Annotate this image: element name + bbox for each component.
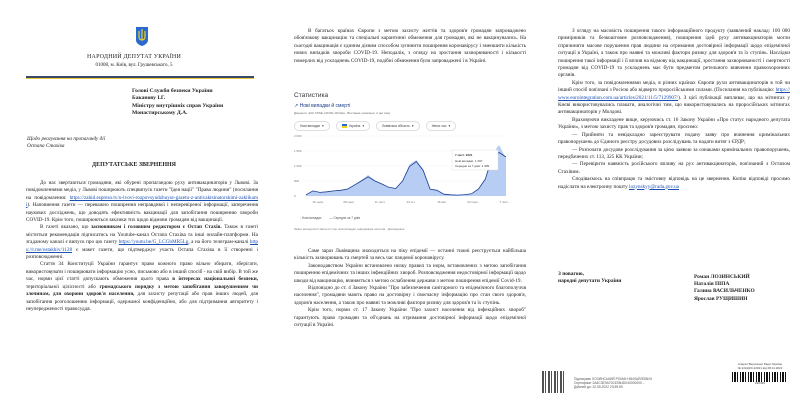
tooltip-text: Нові випадки: 1 297 bbox=[455, 159, 483, 163]
page-3-body bbox=[558, 28, 790, 191]
page-2 bbox=[268, 0, 536, 406]
x-tick-label: 16 черв. bbox=[312, 200, 324, 204]
paragraph: Відповідно до ст. 4 Закону України "Про забезпечення санітарного та епідемічного благополуччя населення", громадяни мають право на достовірну і своєчасну інформацію про стан свого здоров'я, здоров'я населення, а також про наявні та можливі фактори ризику для здоров'я та їх ступінь. bbox=[294, 285, 526, 306]
letterhead-title: НАРОДНИЙ ДЕПУТАТ УКРАЇНИ bbox=[87, 54, 181, 60]
paragraph: Саме зараз Львівщина знаходиться на піку епідемії — останні тижні реєструється найбільша кількість захворювань та смертей за весь час пандемії коронавірусу. bbox=[294, 248, 526, 262]
letterhead-divider bbox=[26, 76, 254, 79]
chevron-down-icon: ▾ bbox=[362, 124, 364, 128]
paragraph: В багатьох країнах Європи з метою захисту життів та здоров'я громадян запроваджено обов'язкову вакцинацію та спеціальні карантинні обмеження для громадян, які не вакцинувались. На сьогодні вакцинація є єдиним дієвим способом зупинити поширення коронавірусу і зменшити кількість нових випадків хвороби COVID-19. Неподалік, з огляду на зростання захворюваності і кількості померлих від ускладнень COVID-19, подібні обмеження були запроваджені і в Україні. bbox=[294, 28, 526, 64]
request-item: — Прийняти та невідкладно зареєструвати подану заяву про вчинення кримінальних правопорушень до Єдиного реєстру досудових розслідувань та надати витяг з ЄРДР; bbox=[558, 131, 790, 146]
legend-item-average: — Середнє за 7 днів bbox=[329, 216, 360, 220]
stats-source: Джерело: JHU CSSE COVID-19 Data · Востаннє оновлено: 2 дні тому bbox=[294, 111, 391, 115]
signatory: Ярослав РУЩИШИН bbox=[694, 295, 748, 302]
addressee-line: Голові Служби безпеки України bbox=[132, 88, 213, 94]
ukraine-flag-icon bbox=[342, 124, 347, 128]
paragraph: Законодавством України встановлено низку правил та норм, встановлених з метою запобігання поширенню епідемічних та інших інфекційних хвороб. Розповсюдження недостовірної інформації щодо шкоди від вакцинацію, вчиняється з метою ослаблення держави з метою поширення епідемії Covid-19. bbox=[294, 262, 526, 284]
tooltip-text: 7 лист. 2021 bbox=[455, 153, 473, 157]
chevron-down-icon: ▾ bbox=[411, 124, 414, 128]
paragraph: Крім того, норми ст. 17 Закону України "Про захист населення від інфекційних хвороб" гарантують право громадян та об'єднань на отримання достовірної інформації щодо епідемічної ситуації в Україні. bbox=[294, 307, 526, 329]
y-tick-label: 1 500 bbox=[294, 149, 302, 153]
closing-line: народні депутати України bbox=[558, 278, 622, 285]
subject-text: Щодо реагування на пропаганду дії bbox=[27, 136, 106, 142]
stats-subtitle: ↗ Нові випадки й смерті bbox=[294, 103, 351, 109]
addressee-line: Міністру внутрішніх справ України bbox=[132, 102, 224, 109]
trident-emblem-icon bbox=[135, 26, 149, 46]
email-link[interactable]: lozynskyy@rada.gov.ua bbox=[629, 183, 679, 190]
esign-line: Сертифікат 2A6C3E9A7D1E0B4D040000000... bbox=[574, 381, 645, 386]
x-tick-label: 7 лист. bbox=[499, 200, 509, 204]
stats-title: Статистика bbox=[294, 92, 329, 99]
methodology-note: Зміни методології звітності про нові випадки, інформація неточна · Докладніше bbox=[294, 227, 405, 231]
page-1 bbox=[0, 0, 268, 406]
page-2-body bbox=[294, 248, 526, 329]
trend-icon: ↗ bbox=[294, 103, 300, 109]
paragraph: Стаття 34 Конституції України гарантує право кожного право вільно збирати, зберігати, використовувати і поширювати інформацію усно, письмово або в інший спосіб - на свій вибір. В той же час, норми цієї статті допускають обмеження цього права в інтересах національної безпеки, територіальної цілісності або громадського порядку з метою запобігання заворушенням чи злочинам, для охорони здоров'я населення, для захисту репутації або прав інших людей, для запобігання розголошенню інформації, одержаної конфіденційно, або для підтримання авторитету і неупередженості правосуддя. bbox=[26, 261, 258, 312]
stamp-code: 292495 bbox=[754, 380, 765, 385]
addressee-block bbox=[132, 88, 223, 118]
paragraph: До нас звертаються громадяни, які обурені пропагандою руху антивакцинаторів у Львові. За повідомленнями медіа, у Львові поширюють спецвипуск газети "Ідея нації" "Права людини" (посилання на повідомлення: https://zahid.espreso.tv/u-lvovi-rozpovsyudzhuyut-gazetu-z-antivaktsinatorskimi-zaklikami). Наповнення газети — переважно поширення неправдивої і неперевіреної інформації, заперечення наукових досліджень, що доводять ефективність вакцинації для запобігання поширенню хвороби COVID-19. Крім того, поширюються заклики тих щодо відмови громадян від вакцинації. bbox=[26, 180, 258, 224]
y-tick-label: 2 000 bbox=[294, 134, 302, 138]
document-title: ДЕПУТАТСЬКЕ ЗВЕРНЕННЯ bbox=[91, 162, 177, 168]
esign-line: Підписувач ЛОЗИНСЬКИЙ РОМАН МИХАЙЛОВИЧ bbox=[574, 377, 652, 381]
chevron-down-icon: ▾ bbox=[448, 124, 451, 128]
paragraph: Враховуючи викладене вище, керуючись ст. 16 Закону України «Про статус народного депутата України», з метою захисту прав та здоров'я громадян, просимо: bbox=[558, 116, 790, 131]
y-tick-label: 0 bbox=[294, 194, 296, 198]
eurointegration-link[interactable]: https://www.eurointegration.com.ua/articles/2021/11/5/7129907/ bbox=[558, 87, 790, 101]
esign-line: Дійсний до: 22.05.2022 23:59:59 bbox=[574, 385, 623, 390]
closing bbox=[558, 271, 621, 285]
signatory: Галина ВАСИЛЬЧЕНКО bbox=[694, 288, 755, 295]
stamp-number: № 222д9/0-12921 від 08.11.2021 bbox=[737, 365, 783, 370]
filter-bar bbox=[294, 121, 456, 131]
telegram-link[interactable]: https://t.me/ostakhiv/1128 bbox=[26, 239, 258, 253]
registration-stamp bbox=[720, 363, 800, 385]
addressee-line: Монастирському Д.А. bbox=[132, 110, 188, 117]
page-3 bbox=[536, 0, 800, 406]
x-tick-label: 23 січ. bbox=[406, 200, 416, 204]
request-item: — Розпочати досудове розслідування за цією заявою за ознаками кримінальних правопорушень, передбачених ст. 113, 325 КК України; bbox=[558, 146, 790, 160]
youtube-link[interactable]: https://youtu.be/G_LCGbMR5Lg bbox=[118, 239, 189, 246]
cases-chart bbox=[292, 132, 510, 212]
paragraph: Сподіваємось на співпрацю та змістовну відповідь на це звернення. Копію відповіді просимо надіслати на електронну пошту lozynskyy@rada.gov.ua bbox=[558, 176, 790, 190]
subject-text: Остапа Стахіва bbox=[27, 143, 65, 149]
x-tick-label: 16 квіт. bbox=[437, 200, 447, 204]
page-2-intro bbox=[294, 28, 526, 65]
news-link[interactable]: https://zahid.espreso.tv/u-lvovi-rozpovsyudzhuyut-gazetu-z-antivaktsinatorskimi-zaklikami bbox=[26, 194, 258, 209]
request-item: — Перевірити наявність російського впливу на рух антивакцинаторів, пов'язаний з Остапом Стахівим. bbox=[558, 161, 790, 175]
paragraph: Крім того, за повідомленнями медіа, в різних країнах Європи рухи антивакцинаторів в той чи інший спосіб пов'язані з Росією або відверто проросійськими силами. (Посилання на публікацію: https://www.eurointegration.com.ua/articles/2021/11/5/7129907/). З цієї публікації випливає, що на мітингах у Києві використовувались плакати, аналогічні тим, що використовувались на проросійських мітингах антивакцинаторів у Молдові. bbox=[558, 79, 790, 116]
y-tick-label: 500 bbox=[294, 179, 300, 183]
legend-item-cases: ▪ Нові випадки bbox=[300, 216, 322, 220]
paragraph: В газеті вказано, що засновником і головним редактором є Остап Стахів. Також в газеті міститься рекомендація підписатись на Youtube-канал Остапа Стахіва та інші онлайн-платформи. На згаданому каналі є випуск про цю газету https://youtu.be/G_LCGbMR5Lg, а на його телеграм-каналі https://t.me/ostakhiv/1128 є макет газети, що підтверджує участь Остапа Стахіва в її створенні і розповсюдженні. bbox=[26, 224, 258, 261]
closing-line: З повагою, bbox=[558, 271, 584, 277]
chart-legend bbox=[300, 216, 360, 220]
stamp-title: Апарат Верховної Ради України bbox=[737, 362, 783, 366]
signatories bbox=[694, 274, 755, 303]
x-tick-label: 24 серп. bbox=[467, 200, 479, 204]
signatory: Роман ЛОЗИНСЬКИЙ bbox=[694, 274, 750, 280]
chevron-down-icon: ▾ bbox=[322, 124, 324, 128]
y-tick-label: 1 000 bbox=[294, 164, 302, 168]
qr-code-icon bbox=[542, 371, 564, 393]
electronic-signature-info bbox=[574, 377, 652, 390]
statistics-widget bbox=[292, 92, 510, 240]
tooltip-text: Середнє за 7 днів: 1 309 bbox=[455, 164, 490, 168]
subject-line bbox=[27, 136, 105, 150]
letterhead-address: 01008, м. Київ, вул. Грушевського, 5 bbox=[95, 63, 173, 68]
page-1-body bbox=[26, 180, 258, 313]
signatory: Наталія ПІПА bbox=[694, 281, 730, 288]
filter-metric[interactable]: Нові випадки ▾ bbox=[294, 121, 330, 131]
filter-region[interactable]: Львівська область ▾ bbox=[376, 121, 420, 131]
filter-country[interactable]: Україна ▾ bbox=[336, 121, 370, 131]
filter-period[interactable]: Увесь час ▾ bbox=[426, 121, 457, 131]
x-tick-label: 11 лист. bbox=[374, 200, 386, 204]
x-tick-label: 28 серп. bbox=[343, 200, 355, 204]
paragraph: З огляду на масовість поширення такого інформаційного продукту (заявлений наклад: 100 000 примірників та безкоштовне розповсюдження), поширення ідей руху антивакцинаторів могли спричинити масове порушення прав людини на отримання достовірної інформації щодо епідемічної ситуації в Україні, а також про наявні та можливі фактори ризику для здоров'я та їх ступінь. Наслідки поширення такої інформації і її вплив на відмову від вакцинації, зростання захворюваності і смертності громадян від COVID-19 та ускладнень має бути предметом ретельного вивчення правоохоронних органів. bbox=[558, 28, 790, 79]
addressee-line: Баканову І.Г. bbox=[132, 95, 166, 102]
